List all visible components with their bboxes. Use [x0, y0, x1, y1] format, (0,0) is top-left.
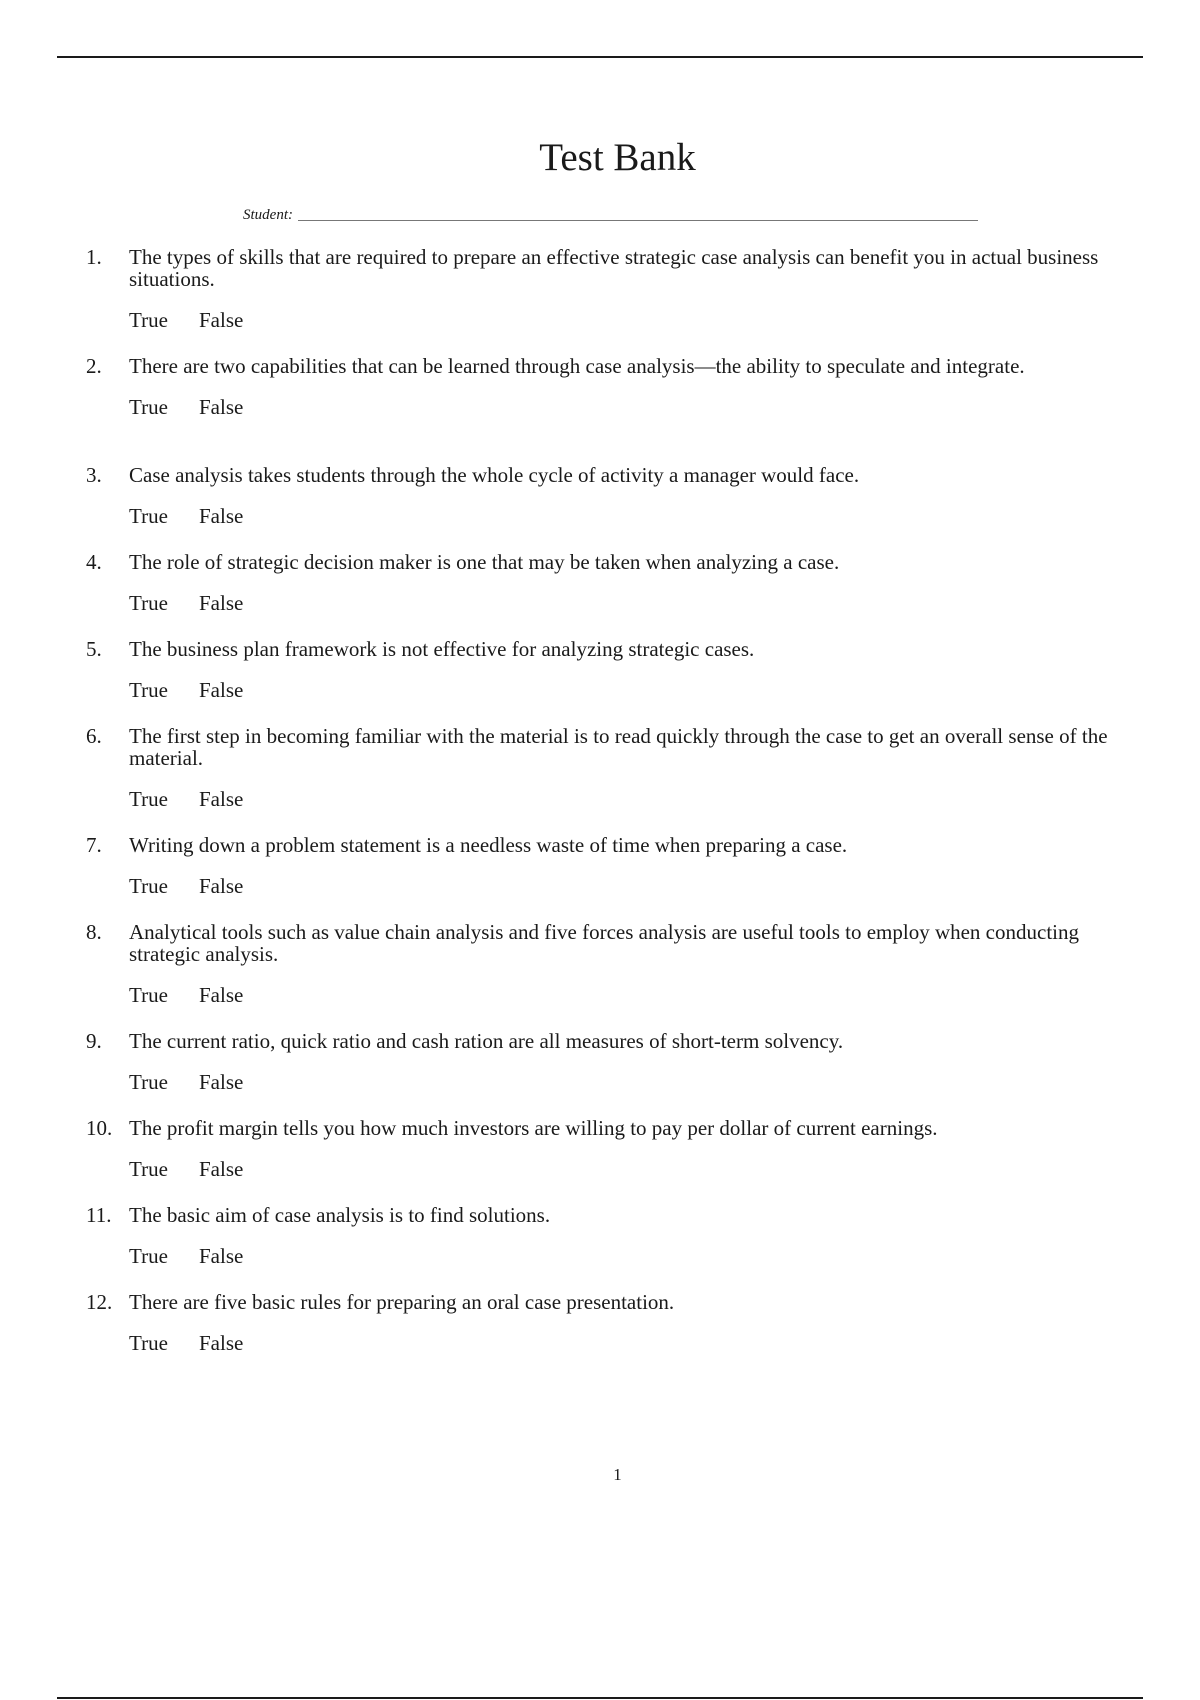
- false-option[interactable]: False: [199, 395, 244, 419]
- question-number: 11.: [86, 1203, 112, 1227]
- question-text: There are two capabilities that can be learned through case analysis—the ability to speculate and integrate.: [129, 354, 1025, 378]
- question-item: [86, 464, 1146, 551]
- question-number: 9.: [86, 1029, 102, 1053]
- question-number: 2.: [86, 354, 102, 378]
- false-option[interactable]: False: [199, 308, 244, 332]
- false-option[interactable]: False: [199, 1157, 244, 1181]
- top-rule: [57, 56, 1143, 58]
- true-option[interactable]: True: [129, 395, 168, 419]
- true-option[interactable]: True: [129, 308, 168, 332]
- false-option[interactable]: False: [199, 1070, 244, 1094]
- student-label: Student:: [243, 207, 293, 223]
- question-text: Case analysis takes students through the whole cycle of activity a manager would face.: [129, 463, 860, 487]
- true-option[interactable]: True: [129, 983, 168, 1007]
- page-number: 1: [613, 1465, 622, 1484]
- question-item: [86, 1117, 1146, 1204]
- question-text: The business plan framework is not effective for analyzing strategic cases.: [129, 637, 755, 661]
- false-option[interactable]: False: [199, 678, 244, 702]
- page-title: Test Bank: [539, 136, 696, 179]
- true-option[interactable]: True: [129, 678, 168, 702]
- true-option[interactable]: True: [129, 1157, 168, 1181]
- true-option[interactable]: True: [129, 1331, 168, 1355]
- question-item: [86, 1204, 1146, 1291]
- question-item: [86, 1030, 1146, 1117]
- question-number: 1.: [86, 245, 102, 269]
- false-option[interactable]: False: [199, 1244, 244, 1268]
- answer-options: [129, 1158, 1146, 1180]
- question-item: [86, 355, 1146, 464]
- question-item: [86, 1291, 1146, 1378]
- question-item: [86, 638, 1146, 725]
- question-text: The current ratio, quick ratio and cash ration are all measures of short-term solvency.: [129, 1029, 844, 1053]
- question-item: [86, 551, 1146, 638]
- answer-options: [129, 875, 1146, 897]
- false-option[interactable]: False: [199, 787, 244, 811]
- true-option[interactable]: True: [129, 874, 168, 898]
- student-name-field[interactable]: [298, 220, 978, 221]
- question-number: 5.: [86, 637, 102, 661]
- false-option[interactable]: False: [199, 504, 244, 528]
- question-number: 7.: [86, 833, 102, 857]
- true-option[interactable]: True: [129, 504, 168, 528]
- question-number: 10.: [86, 1116, 113, 1140]
- question-text: The basic aim of case analysis is to find solutions.: [129, 1203, 551, 1227]
- question-list: [86, 246, 1146, 1378]
- student-name-row: [243, 207, 978, 224]
- question-number: 8.: [86, 920, 102, 944]
- question-item: [86, 834, 1146, 921]
- answer-options: [129, 788, 1146, 810]
- answer-options: [129, 592, 1146, 614]
- true-option[interactable]: True: [129, 591, 168, 615]
- false-option[interactable]: False: [199, 1331, 244, 1355]
- question-item: [86, 921, 1146, 1030]
- question-text: The types of skills that are required to prepare an effective strategic case analysis can benefit you in actual business situations.: [129, 245, 1099, 291]
- answer-options: [129, 505, 1146, 527]
- question-text: Analytical tools such as value chain analysis and five forces analysis are useful tools to employ when conducting strategic analysis.: [129, 920, 1079, 966]
- false-option[interactable]: False: [199, 983, 244, 1007]
- question-number: 6.: [86, 724, 102, 748]
- question-text: There are five basic rules for preparing an oral case presentation.: [129, 1290, 675, 1314]
- question-number: 4.: [86, 550, 102, 574]
- false-option[interactable]: False: [199, 591, 244, 615]
- answer-options: [129, 984, 1146, 1006]
- true-option[interactable]: True: [129, 787, 168, 811]
- question-number: 12.: [86, 1290, 113, 1314]
- question-text: The role of strategic decision maker is one that may be taken when analyzing a case.: [129, 550, 840, 574]
- answer-options: [129, 396, 1146, 418]
- question-text: The first step in becoming familiar with the material is to read quickly through the case to get an overall sense of the material.: [129, 724, 1108, 770]
- answer-options: [129, 679, 1146, 701]
- answer-options: [129, 1071, 1146, 1093]
- question-item: [86, 725, 1146, 834]
- true-option[interactable]: True: [129, 1070, 168, 1094]
- answer-options: [129, 1245, 1146, 1267]
- true-option[interactable]: True: [129, 1244, 168, 1268]
- question-number: 3.: [86, 463, 102, 487]
- false-option[interactable]: False: [199, 874, 244, 898]
- answer-options: [129, 1332, 1146, 1354]
- answer-options: [129, 309, 1146, 331]
- question-text: Writing down a problem statement is a needless waste of time when preparing a case.: [129, 833, 848, 857]
- question-text: The profit margin tells you how much investors are willing to pay per dollar of current earnings.: [129, 1116, 938, 1140]
- bottom-rule: [57, 1697, 1143, 1699]
- question-item: [86, 246, 1146, 355]
